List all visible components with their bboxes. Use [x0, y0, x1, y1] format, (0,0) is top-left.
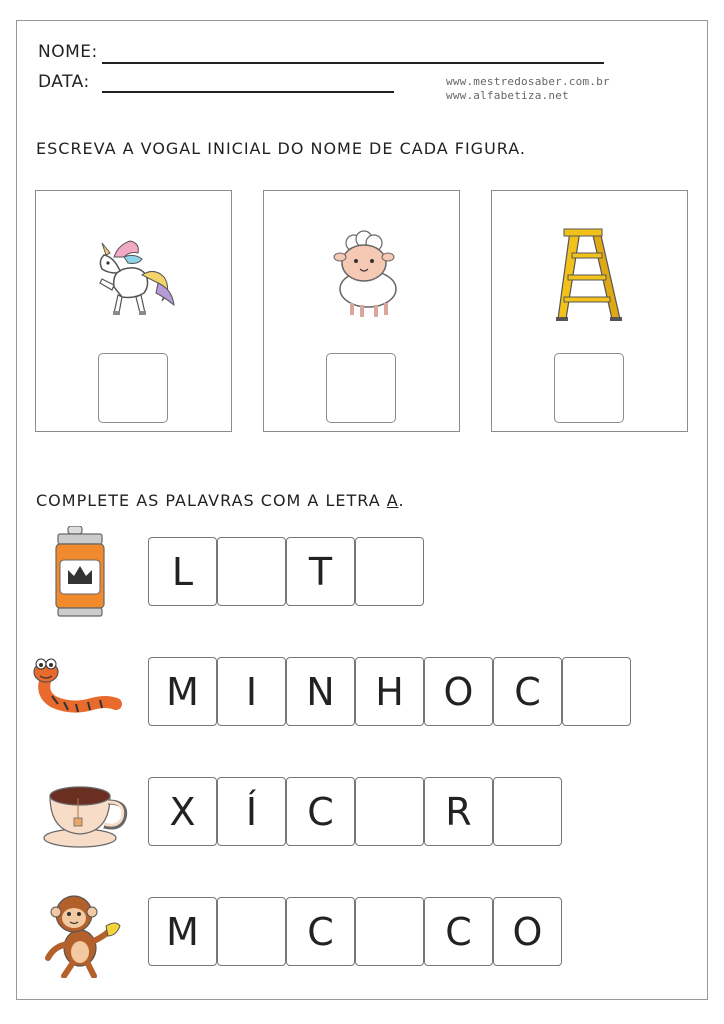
- letter-cell[interactable]: L: [148, 537, 217, 606]
- letter-cell[interactable]: C: [286, 897, 355, 966]
- section1-instruction: ESCREVA A VOGAL INICIAL DO NOME DE CADA FIGURA.: [36, 139, 527, 158]
- sheep-icon: [312, 227, 412, 327]
- name-label: NOME:: [38, 42, 98, 62]
- letter-cell[interactable]: [217, 897, 286, 966]
- letter-cell[interactable]: I: [217, 657, 286, 726]
- letter-cell[interactable]: O: [493, 897, 562, 966]
- monkey-icon: [38, 892, 128, 978]
- cup-icon: [40, 780, 132, 850]
- answer-box-2[interactable]: [326, 353, 396, 423]
- letter-cell[interactable]: [355, 777, 424, 846]
- letter-cell[interactable]: [217, 537, 286, 606]
- instruction-letter: A: [386, 491, 399, 510]
- section2-instruction: COMPLETE AS PALAVRAS COM A LETRA A.: [36, 491, 405, 510]
- can-icon: [52, 526, 108, 618]
- letter-cell[interactable]: [562, 657, 631, 726]
- answer-box-1[interactable]: [98, 353, 168, 423]
- letter-cell[interactable]: X: [148, 777, 217, 846]
- letter-cell[interactable]: Í: [217, 777, 286, 846]
- letter-cell[interactable]: H: [355, 657, 424, 726]
- letter-cell[interactable]: C: [493, 657, 562, 726]
- website-1: www.mestredosaber.com.br: [446, 75, 610, 88]
- letter-cell[interactable]: O: [424, 657, 493, 726]
- page-border: [16, 20, 708, 1000]
- word-row-3: [148, 777, 562, 846]
- letter-cell[interactable]: C: [286, 777, 355, 846]
- letter-cell[interactable]: C: [424, 897, 493, 966]
- word-row-4: [148, 897, 562, 966]
- letter-cell[interactable]: N: [286, 657, 355, 726]
- letter-cell[interactable]: [355, 897, 424, 966]
- letter-cell[interactable]: M: [148, 897, 217, 966]
- date-field[interactable]: [102, 76, 394, 93]
- letter-cell[interactable]: R: [424, 777, 493, 846]
- letter-cell[interactable]: [355, 537, 424, 606]
- letter-cell[interactable]: M: [148, 657, 217, 726]
- date-label: DATA:: [38, 72, 90, 92]
- letter-cell[interactable]: T: [286, 537, 355, 606]
- figure-card-sheep: [263, 190, 460, 432]
- word-row-2: [148, 657, 631, 726]
- name-field[interactable]: [102, 46, 604, 64]
- worm-icon: [32, 658, 124, 714]
- ladder-icon: [540, 227, 640, 327]
- figure-card-ladder: [491, 190, 688, 432]
- website-2: www.alfabetiza.net: [446, 89, 569, 102]
- letter-cell[interactable]: [493, 777, 562, 846]
- word-row-1: [148, 537, 424, 606]
- answer-box-3[interactable]: [554, 353, 624, 423]
- unicorn-icon: [84, 227, 184, 327]
- figure-card-unicorn: [35, 190, 232, 432]
